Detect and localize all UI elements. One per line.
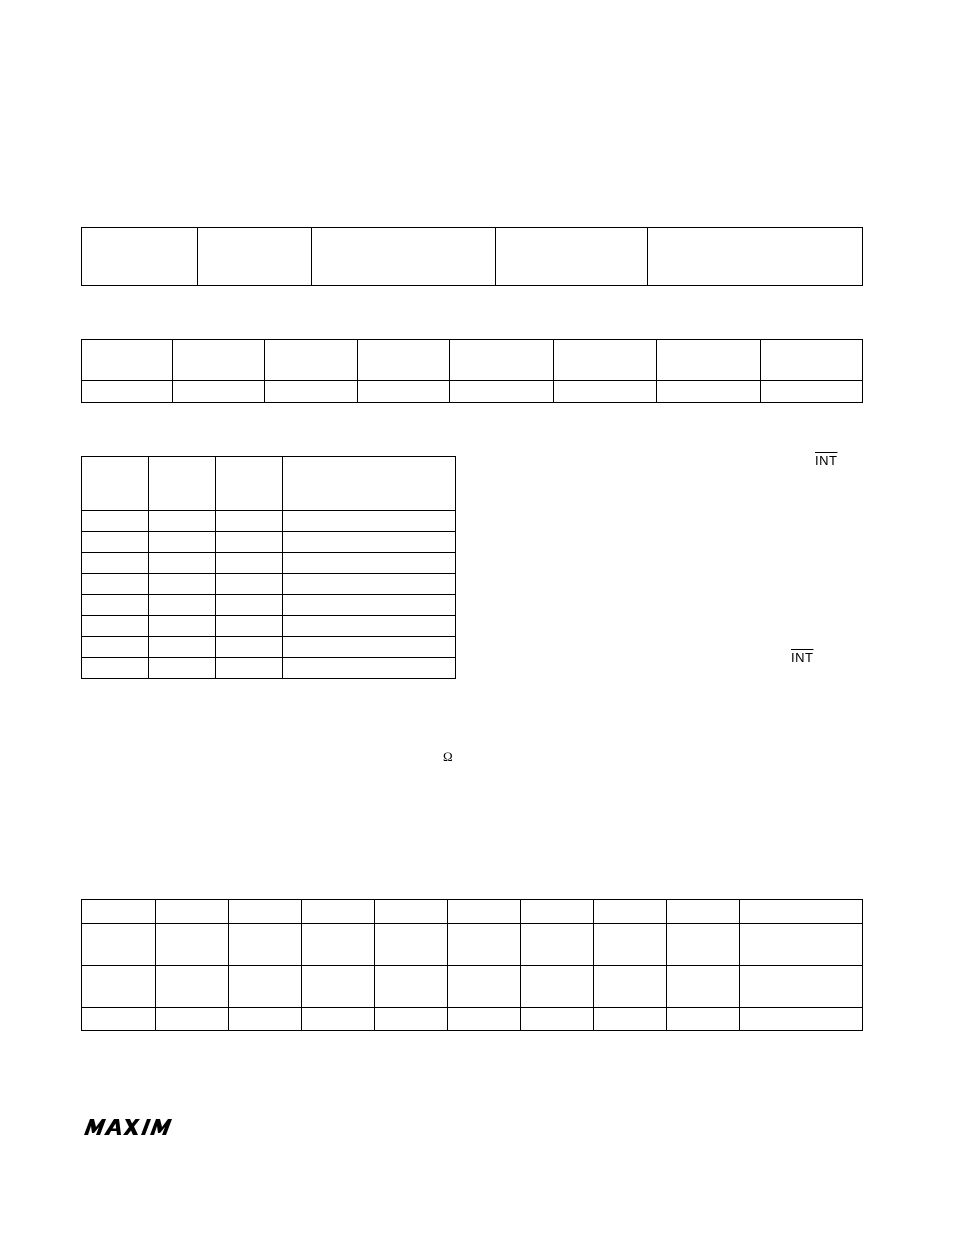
table-cell <box>216 574 283 595</box>
table-cell <box>667 966 740 1008</box>
table-cell <box>229 1008 302 1031</box>
table-cell <box>173 340 265 381</box>
table-cell <box>149 532 216 553</box>
table-cell <box>448 924 521 966</box>
table-cell <box>82 228 198 286</box>
table-row <box>82 511 456 532</box>
table-cell <box>312 228 496 286</box>
table-cell <box>149 658 216 679</box>
table-1 <box>81 227 863 286</box>
table-cell <box>375 1008 448 1031</box>
table-cell <box>216 532 283 553</box>
table-cell <box>594 924 667 966</box>
table-cell <box>265 340 358 381</box>
table-row <box>82 574 456 595</box>
table-cell <box>302 1008 375 1031</box>
table-cell <box>283 553 456 574</box>
table-row <box>82 924 863 966</box>
table-cell <box>82 595 149 616</box>
table-cell <box>283 511 456 532</box>
table-cell <box>216 595 283 616</box>
table-cell <box>216 511 283 532</box>
table-cell <box>761 340 863 381</box>
table-cell <box>229 900 302 924</box>
omega-symbol: Ω <box>443 749 453 764</box>
table-cell <box>82 381 173 403</box>
table-cell <box>216 553 283 574</box>
table-cell <box>82 966 156 1008</box>
table-cell <box>521 900 594 924</box>
table-cell <box>229 966 302 1008</box>
table-cell <box>82 340 173 381</box>
table-cell <box>448 966 521 1008</box>
table-row <box>82 966 863 1008</box>
table-cell <box>149 553 216 574</box>
table-row <box>82 532 456 553</box>
table-cell <box>667 900 740 924</box>
table-cell <box>554 340 657 381</box>
table-2 <box>81 339 863 403</box>
table-cell <box>283 658 456 679</box>
table-cell <box>358 381 450 403</box>
table-cell <box>667 924 740 966</box>
table-cell <box>283 532 456 553</box>
table-cell <box>216 616 283 637</box>
table-cell <box>82 1008 156 1031</box>
table-cell <box>149 595 216 616</box>
table-row <box>82 595 456 616</box>
table-header-row <box>82 900 863 924</box>
table-cell <box>667 1008 740 1031</box>
table-cell <box>521 924 594 966</box>
table-cell <box>173 381 265 403</box>
table-row <box>82 616 456 637</box>
int-signal-label: $\overline{INT}$ <box>791 650 814 665</box>
table-cell <box>149 457 216 511</box>
table-cell <box>554 381 657 403</box>
maxim-logo-icon <box>84 1118 194 1141</box>
table-cell <box>198 228 312 286</box>
table-cell <box>82 553 149 574</box>
table-cell <box>657 340 761 381</box>
table-cell <box>302 924 375 966</box>
table-cell <box>648 228 863 286</box>
int-signal-label: $\overline{INT}$ <box>815 453 838 468</box>
table-cell <box>283 595 456 616</box>
table-cell <box>82 574 149 595</box>
table-cell <box>82 532 149 553</box>
table-cell <box>740 1008 863 1031</box>
table-cell <box>594 1008 667 1031</box>
table-cell <box>375 966 448 1008</box>
table-cell <box>82 637 149 658</box>
table-cell <box>82 457 149 511</box>
table-cell <box>82 511 149 532</box>
table-cell <box>450 381 554 403</box>
table-cell <box>82 924 156 966</box>
table-cell <box>521 1008 594 1031</box>
table-cell <box>156 924 229 966</box>
table-cell <box>283 574 456 595</box>
table-row <box>82 1008 863 1031</box>
table-cell <box>156 966 229 1008</box>
table-cell <box>302 966 375 1008</box>
table-cell <box>594 966 667 1008</box>
table-cell <box>375 900 448 924</box>
table-cell <box>82 900 156 924</box>
table-cell <box>149 616 216 637</box>
table-cell <box>82 616 149 637</box>
table-4 <box>81 899 863 1031</box>
table-cell <box>761 381 863 403</box>
table-cell <box>657 381 761 403</box>
table-cell <box>521 966 594 1008</box>
table-cell <box>496 228 648 286</box>
table-cell <box>448 1008 521 1031</box>
table-row <box>82 553 456 574</box>
table-cell <box>450 340 554 381</box>
table-cell <box>156 1008 229 1031</box>
table-cell <box>448 900 521 924</box>
table-cell <box>740 900 863 924</box>
table-cell <box>283 616 456 637</box>
table-cell <box>302 900 375 924</box>
table-cell <box>149 574 216 595</box>
table-cell <box>229 924 302 966</box>
table-row <box>82 340 863 381</box>
table-row <box>82 381 863 403</box>
table-cell <box>216 637 283 658</box>
table-cell <box>740 966 863 1008</box>
table-cell <box>375 924 448 966</box>
table-row <box>82 228 863 286</box>
table-cell <box>216 457 283 511</box>
table-cell <box>283 637 456 658</box>
table-cell <box>594 900 667 924</box>
table-cell <box>283 457 456 511</box>
table-cell <box>149 511 216 532</box>
table-cell <box>216 658 283 679</box>
table-cell <box>82 658 149 679</box>
table-cell <box>149 637 216 658</box>
table-cell <box>265 381 358 403</box>
table-cell <box>156 900 229 924</box>
table-cell <box>358 340 450 381</box>
table-row <box>82 637 456 658</box>
table-header-row <box>82 457 456 511</box>
table-cell <box>740 924 863 966</box>
table-3 <box>81 456 456 679</box>
table-row <box>82 658 456 679</box>
